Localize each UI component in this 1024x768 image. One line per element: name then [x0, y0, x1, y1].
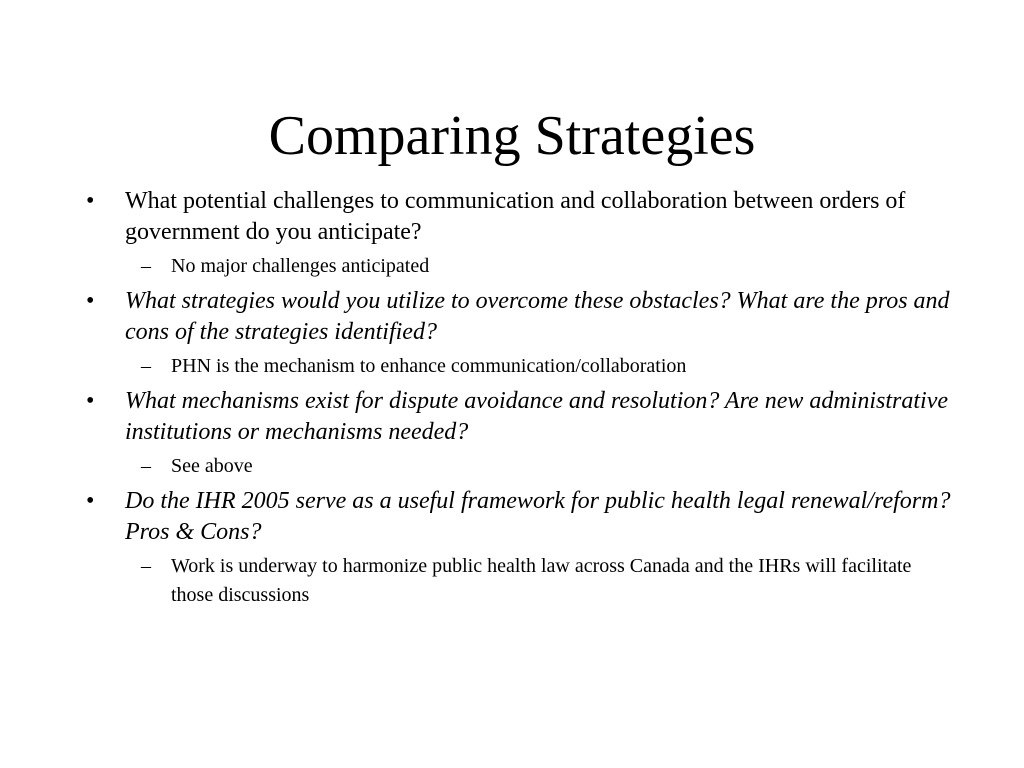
sub-bullet-item	[86, 552, 956, 610]
bullet-text: What mechanisms exist for dispute avoidance and resolution? Are new administrative institutions or mechanisms needed?	[125, 388, 949, 445]
sub-bullet-item	[86, 452, 956, 481]
sub-bullet-text: Work is underway to harmonize public health law across Canada and the IHRs will facilitate those discussions	[171, 555, 912, 606]
bullet-item	[86, 186, 956, 248]
sub-bullet-marker: –	[141, 455, 151, 477]
bullet-marker: •	[86, 488, 95, 514]
slide-title: Comparing Strategies	[268, 105, 756, 167]
sub-bullet-item	[86, 252, 956, 281]
sub-bullet-item	[86, 352, 956, 381]
sub-bullet-text: No major challenges anticipated	[171, 255, 430, 277]
sub-bullet-marker: –	[141, 555, 151, 577]
bullet-list	[86, 186, 956, 615]
bullet-text: What strategies would you utilize to overcome these obstacles? What are the pros and cons of the strategies identified?	[125, 288, 950, 345]
bullet-item	[86, 386, 956, 448]
sub-bullet-text: See above	[171, 455, 253, 477]
bullet-text: Do the IHR 2005 serve as a useful framework for public health legal renewal/reform? Pros & Cons?	[125, 488, 951, 545]
bullet-item	[86, 286, 956, 348]
bullet-text: What potential challenges to communication and collaboration between orders of government do you anticipate?	[125, 188, 906, 245]
bullet-marker: •	[86, 188, 95, 214]
bullet-marker: •	[86, 288, 95, 314]
bullet-item	[86, 486, 956, 548]
sub-bullet-text: PHN is the mechanism to enhance communication/collaboration	[171, 355, 687, 377]
sub-bullet-marker: –	[141, 255, 151, 277]
sub-bullet-marker: –	[141, 355, 151, 377]
bullet-marker: •	[86, 388, 95, 414]
